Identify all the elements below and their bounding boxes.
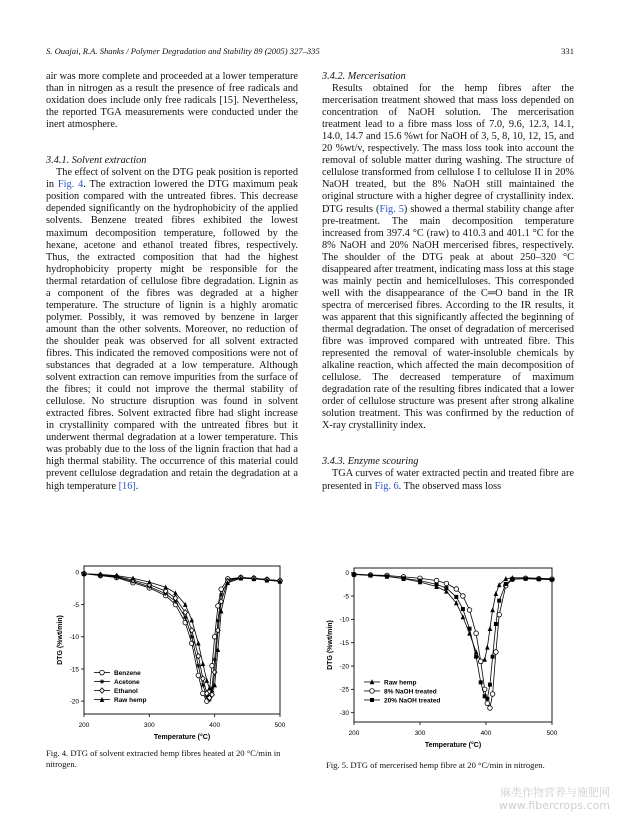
data-point	[537, 577, 541, 581]
data-point	[510, 577, 514, 581]
legend-marker	[100, 670, 105, 675]
series-0	[82, 571, 283, 703]
paragraph: air was more complete and proceeded at a lower temperature than in nitrogen as a result the presence of free radicals and oxidation does include only free radicals [15]. Nevertheless, the reported TGA measurements were conducted under the inert atmosphere.	[46, 71, 298, 131]
data-point	[474, 631, 479, 636]
data-point	[474, 655, 478, 659]
figure-4	[44, 560, 300, 748]
legend-marker	[100, 679, 105, 684]
data-point	[491, 655, 495, 659]
series-0	[352, 571, 555, 663]
x-tick-label: 200	[348, 730, 360, 737]
x-tick-label: 200	[78, 722, 90, 729]
legend-label: Acetone	[114, 678, 140, 686]
y-tick-label: -20	[69, 698, 79, 706]
legend-label: Raw hemp	[114, 696, 147, 704]
data-point	[467, 608, 472, 613]
x-tick-label: 400	[480, 730, 492, 737]
running-title: S. Ouajai, R.A. Shanks / Polymer Degradation and Stability 89 (2005) 327–335	[46, 46, 320, 56]
figure-link[interactable]: Fig. 6	[374, 480, 399, 492]
data-point	[418, 579, 422, 583]
paragraph: The effect of solvent on the DTG peak position is reported in Fig. 4. The extraction lowered the DTG maximum peak position compared with the untreated fibres. This decrease depended significantly on the hydrophobicity of the applied solvents. Benzene treated fibres exhibited the lowest maximum decomposition temperature, followed by the hexane, acetone and ethanol treated fibres, respectively. Thus, the extracted composition that had the highest hydrophobicity property might be responsible for the thermal retardation of cellulose fibre degradation. Lignin as a component of the fibres was degraded at a higher temperature. The structure of lignin is a highly aromatic polymer. Possibly, it was removed by benzene in larger amount than the other solvents. Moreover, no reduction of the shoulder peak was observed for all solvent extracted fibres. This indicated the removed compositions were not of substances that degraded at a low temperature. Although solvent extraction can remove impurities from the surface of the fibres; it could not improve the thermal stability of cellulose. No structure disruption was found in solvent extracted fibres. Solvent extracted fibre had slight increase in crystallinity compared with the untreated fibres but it underwent thermal degradation at a lower temperature. This was probably due to the loss of the lignin fraction that had a high thermal stability. The occurrence of this material could prevent cellulose degradation and retain the degradation at a high temperature [16].	[46, 167, 298, 492]
data-point	[490, 692, 495, 697]
series-3	[82, 571, 283, 692]
y-tick-label: -5	[73, 601, 79, 609]
data-point	[461, 607, 465, 611]
data-point	[504, 582, 508, 586]
figure-4-caption: Fig. 4. DTG of solvent extracted hemp fibres heated at 20 °C/min in nitrogen.	[46, 748, 281, 769]
data-point	[485, 701, 490, 706]
section-title-3-4-2: 3.4.2. Mercerisation	[322, 71, 406, 82]
x-tick-label: 500	[546, 730, 558, 737]
y-tick-label: -5	[343, 593, 349, 601]
y-tick-label: -15	[69, 666, 79, 674]
data-point	[494, 622, 498, 626]
data-point	[479, 680, 483, 684]
data-point	[478, 659, 483, 664]
data-point	[485, 697, 489, 701]
legend-label: 20% NaOH treated	[384, 697, 441, 705]
y-tick-label: -10	[339, 616, 349, 624]
paragraph: Results obtained for the hemp fibres after the mercerisation treatment showed that mass loss depended on concentration of NaOH solution. The mercerisation treatment lead to a fibre mass loss of 7.0, 9.6, 12.3, 14.1, 14.0, 14.7 and 15.6 %wt for NaOH of 3, 5, 8, 10, 12, 15, and 20 %wt/v, respectively. The mass loss took into account the removal of soluble matter during washing. The structure of cellulose transformed from cellulose I to cellulose II in 20% NaOH treated, but the 8% NaOH still maintained the original structure with a higher degree of crystallinity index. DTG results (Fig. 5) showed a thermal stability change after pre-treatment. The main decomposition temperature increased from 397.4 °C (raw) to 410.3 and 401.1 °C for the 8% NaOH and 20% NaOH mercerised fibres, respectively. The shoulder of the DTG peak at about 250–320 °C disappeared after treatment, indicating mass loss at this stage was mainly pectin and hemicelluloses. This corresponded well with the disappearance of the C═O band in the IR spectra of mercerised fibres. According to the IR results, it was apparent that this significantly affected the beginning of thermal degradation. The onset of degradation of mercerised fibre was improved compared with untreated fibre. This represented the removal of water-insoluble chemicals by alkaline reaction, which affected the main decomposition of cellulose. The decreased temperature of maximum degradation rate of the resulting fibres indicated that a lower order of cellulose structure was present after strong alkaline solution treatment. This was confirmed by the reduction of X-ray crystallinity index.	[322, 83, 574, 432]
running-header	[46, 46, 574, 56]
x-axis-label: Temperature (°C)	[153, 734, 211, 741]
legend-label: Ethanol	[114, 687, 138, 695]
legend-label: Raw hemp	[384, 679, 417, 687]
legend-marker	[100, 688, 105, 693]
reference-link[interactable]: [16]	[118, 480, 136, 492]
x-axis-label: Temperature (°C)	[424, 742, 482, 749]
fig4-chart	[44, 560, 300, 748]
data-point	[468, 627, 472, 631]
legend	[94, 670, 147, 704]
y-tick-label: -20	[339, 663, 349, 671]
data-point	[196, 641, 201, 646]
figure-link[interactable]: Fig. 5	[379, 203, 404, 215]
x-tick-label: 300	[143, 722, 155, 729]
data-point	[490, 607, 495, 612]
left-column	[46, 71, 298, 493]
legend-label: Benzene	[114, 669, 141, 677]
x-tick-label: 500	[274, 722, 286, 729]
fig5-chart	[322, 560, 578, 756]
paragraph: TGA curves of water extracted pectin and treated fibre are presented in Fig. 6. The observed mass loss	[322, 468, 574, 492]
section-title-3-4-1: 3.4.1. Solvent extraction	[46, 155, 147, 167]
data-point	[494, 650, 499, 655]
y-tick-label: -30	[339, 709, 349, 717]
figure-5	[322, 560, 578, 756]
y-tick-label: -10	[69, 634, 79, 642]
series-2	[352, 573, 554, 701]
series-1	[82, 571, 283, 702]
watermark: 麻类作物营养与施肥网 www.fibercrops.com	[498, 786, 610, 812]
data-point	[550, 578, 554, 582]
x-tick-label: 300	[414, 730, 426, 737]
data-point	[434, 578, 439, 583]
x-tick-label: 400	[209, 722, 221, 729]
data-point	[190, 617, 195, 622]
data-point	[488, 683, 492, 687]
data-point	[524, 577, 528, 581]
series-1	[352, 572, 555, 710]
data-point	[488, 626, 493, 631]
data-point	[369, 573, 373, 577]
y-tick-label: 0	[75, 569, 79, 577]
y-tick-label: -15	[339, 639, 349, 647]
data-point	[385, 574, 389, 578]
data-point	[444, 586, 448, 590]
data-point	[444, 581, 449, 586]
data-point	[454, 595, 458, 599]
data-point	[352, 573, 356, 577]
data-point	[402, 576, 406, 580]
page-number: 331	[561, 46, 574, 56]
legend-label: 8% NaOH treated	[384, 688, 437, 696]
data-point	[488, 706, 493, 711]
data-point	[485, 645, 490, 650]
legend-marker	[370, 689, 375, 694]
section-title-3-4-3: 3.4.3. Enzyme scouring	[322, 456, 419, 468]
series-2	[82, 571, 283, 701]
y-axis-label: DTG (%wt/min)	[57, 615, 64, 665]
data-point	[173, 590, 178, 595]
figure-5-caption: Fig. 5. DTG of mercerised hemp fibre at 20 °C/min in nitrogen.	[326, 760, 545, 770]
data-point	[461, 594, 466, 599]
legend-marker	[370, 698, 374, 702]
right-column	[322, 71, 574, 493]
data-point	[454, 587, 459, 592]
data-point	[435, 582, 439, 586]
data-point	[497, 599, 501, 603]
legend	[364, 679, 440, 704]
figure-link[interactable]: Fig. 4	[57, 179, 84, 191]
y-axis-label: DTG (%wt/min)	[327, 620, 334, 670]
data-point	[494, 591, 499, 596]
y-tick-label: -25	[339, 686, 349, 694]
y-tick-label: 0	[345, 569, 349, 577]
data-point	[201, 661, 206, 666]
